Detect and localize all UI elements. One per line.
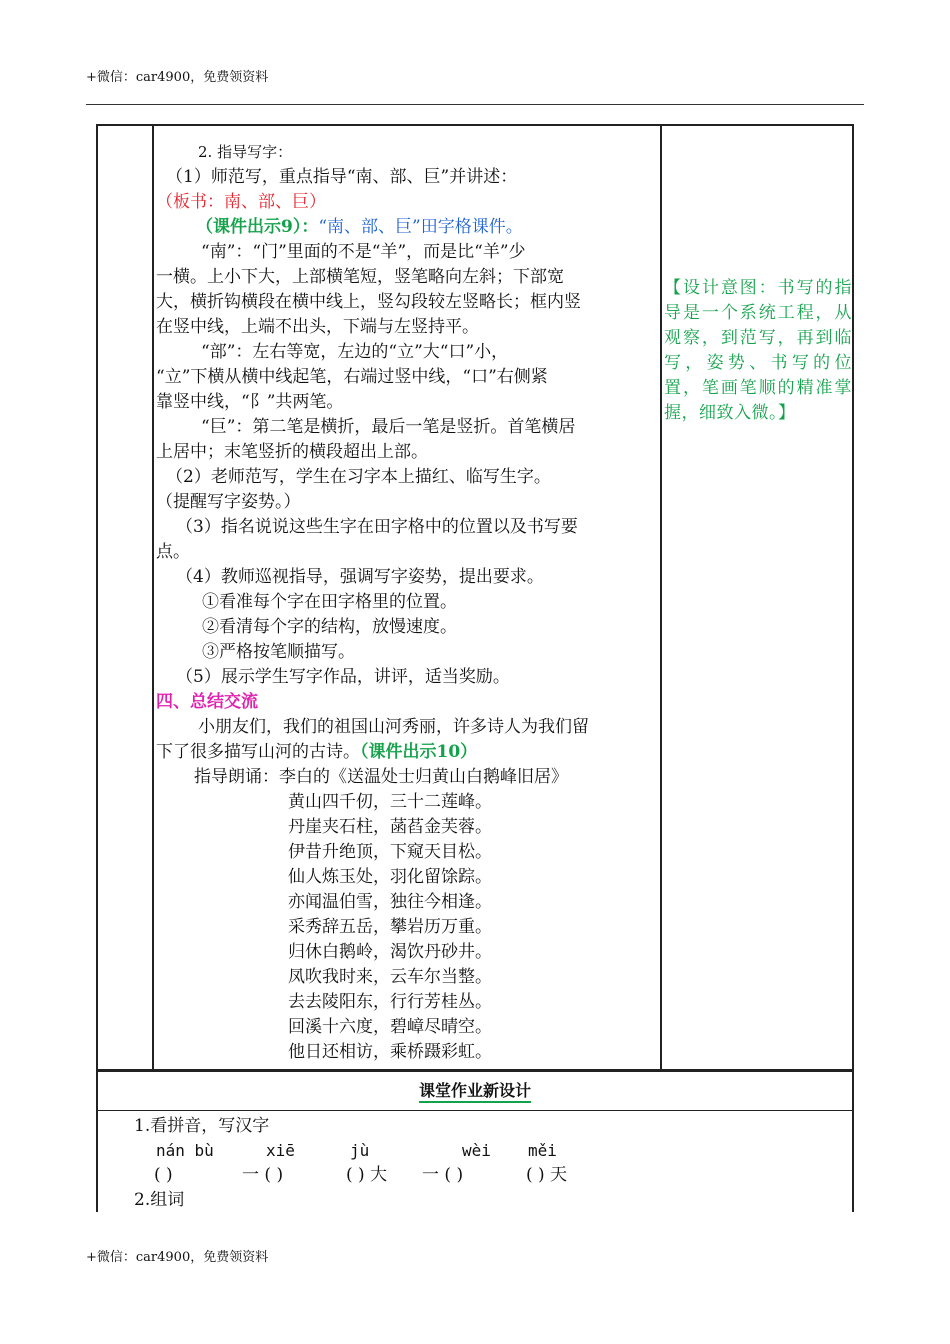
text-line: （提醒写字姿势。） [156, 492, 301, 512]
requirement-item: ①看准每个字在田字格里的位置。 [202, 592, 457, 612]
text-span: 下了很多描写山河的古诗。 [156, 742, 360, 762]
design-intent-note: 【设计意图：书写的指导是一个系统工程，从观察，到范写，再到临写，姿势、书写的位置，笔画笔顺的精准掌握，细致入微。】 [664, 278, 852, 423]
table-divider-row1 [96, 1069, 854, 1072]
requirement-item: ③严格按笔顺描写。 [202, 642, 355, 662]
question-2: 2.组词 [134, 1190, 185, 1210]
section-heading: 四、总结交流 [156, 692, 258, 712]
answer-blank[interactable]: ( ) 大 [346, 1165, 388, 1185]
poem-line: 凤吹我时来，云车尔当整。 [288, 967, 492, 987]
text-line [156, 740, 477, 765]
text-line: （3）指名说说这些生字在田字格中的位置以及书写要 [176, 517, 578, 537]
poem-line: 丹崖夹石柱，菡萏金芙蓉。 [288, 817, 492, 837]
text-line: 指导朗诵：李白的《送温处士归黄山白鹅峰旧居》 [194, 767, 568, 787]
page-footer: +微信：car4900，免费领资料 [86, 1250, 269, 1265]
text-line: 在竖中线，上端不出头，下端与左竖持平。 [156, 317, 479, 337]
poem-line: 他日还相访，乘桥蹑彩虹。 [288, 1042, 492, 1062]
pinyin: měi [528, 1141, 557, 1160]
pinyin: xiē [266, 1141, 295, 1160]
poem-line: 伊昔升绝顶，下窥天目松。 [288, 842, 492, 862]
text-line: 一横。上小下大，上部横笔短，竖笔略向左斜；下部宽 [156, 267, 564, 287]
requirement-item: ②看清每个字的结构，放慢速度。 [202, 617, 457, 637]
text-line: 靠竖中线，“阝”共两笔。 [156, 392, 344, 412]
page-header: +微信：car4900，免费领资料 [86, 70, 269, 85]
text-line: 点。 [156, 542, 190, 562]
poem-line: 亦闻温伯雪，独往今相逢。 [288, 892, 492, 912]
text-line: （1）师范写，重点指导“南、部、巨”并讲述： [166, 167, 518, 187]
poem-line: 仙人炼玉处，羽化留馀踪。 [288, 867, 492, 887]
text-line: “巨”：第二笔是横折，最后一笔是竖折。首笔横居 [201, 417, 576, 437]
pinyin: nán bù [156, 1141, 214, 1160]
answer-blank[interactable]: ( ) 天 [526, 1165, 568, 1185]
table-border-right [852, 124, 854, 1212]
pinyin: jù [350, 1141, 370, 1160]
courseware-label: （课件出示9）： [196, 217, 319, 237]
text-line: 小朋友们，我们的祖国山河秀丽，许多诗人为我们留 [198, 717, 589, 737]
pinyin: wèi [462, 1141, 491, 1160]
text-line: 上居中；末笔竖折的横段超出上部。 [156, 442, 428, 462]
text-line: “立”下横从横中线起笔，右端过竖中线，“口”右侧紧 [156, 367, 548, 387]
table-border-left [96, 124, 98, 1212]
design-intent-cell [662, 124, 852, 1069]
header-divider [86, 104, 864, 105]
poem-line: 回溪十六度，碧嶂尽晴空。 [288, 1017, 492, 1037]
poem-line: 去去陵阳东，行行芳桂丛。 [288, 992, 492, 1012]
homework-title-text: 课堂作业新设计 [419, 1081, 531, 1103]
poem-line: 归休白鹅岭，渴饮丹砂井。 [288, 942, 492, 962]
question-1: 1.看拼音，写汉字 [134, 1116, 270, 1136]
homework-title [96, 1076, 854, 1106]
board-note: （板书：南、部、巨） [156, 192, 326, 212]
poem-line: 采秀辞五岳，攀岩历万重。 [288, 917, 492, 937]
courseware-line [196, 215, 523, 240]
courseware-label: （课件出示10） [360, 742, 478, 762]
step-title: 2. 指导写字： [198, 143, 293, 161]
courseware-text: “南、部、巨”田字格课件。 [318, 217, 523, 237]
text-line: （5）展示学生写字作品，讲评，适当奖励。 [176, 667, 510, 687]
answer-blank[interactable]: ( ) [154, 1165, 173, 1185]
text-line: 大，横折钩横段在横中线上，竖勾段较左竖略长；框内竖 [156, 292, 581, 312]
lesson-table [96, 124, 854, 1212]
text-line: （4）教师巡视指导，强调写字姿势，提出要求。 [176, 567, 544, 587]
text-line: “南”：“门”里面的不是“羊”，而是比“羊”少 [201, 242, 526, 262]
text-line: “部”：左右等宽，左边的“立”大“口”小， [201, 342, 509, 362]
answer-blank[interactable]: 一 ( ) [242, 1165, 284, 1185]
text-line: （2）老师范写，学生在习字本上描红、临写生字。 [166, 467, 551, 487]
answer-blank[interactable]: 一 ( ) [422, 1165, 464, 1185]
table-divider-row2 [96, 1110, 854, 1111]
poem-line: 黄山四千仞，三十二莲峰。 [288, 792, 492, 812]
